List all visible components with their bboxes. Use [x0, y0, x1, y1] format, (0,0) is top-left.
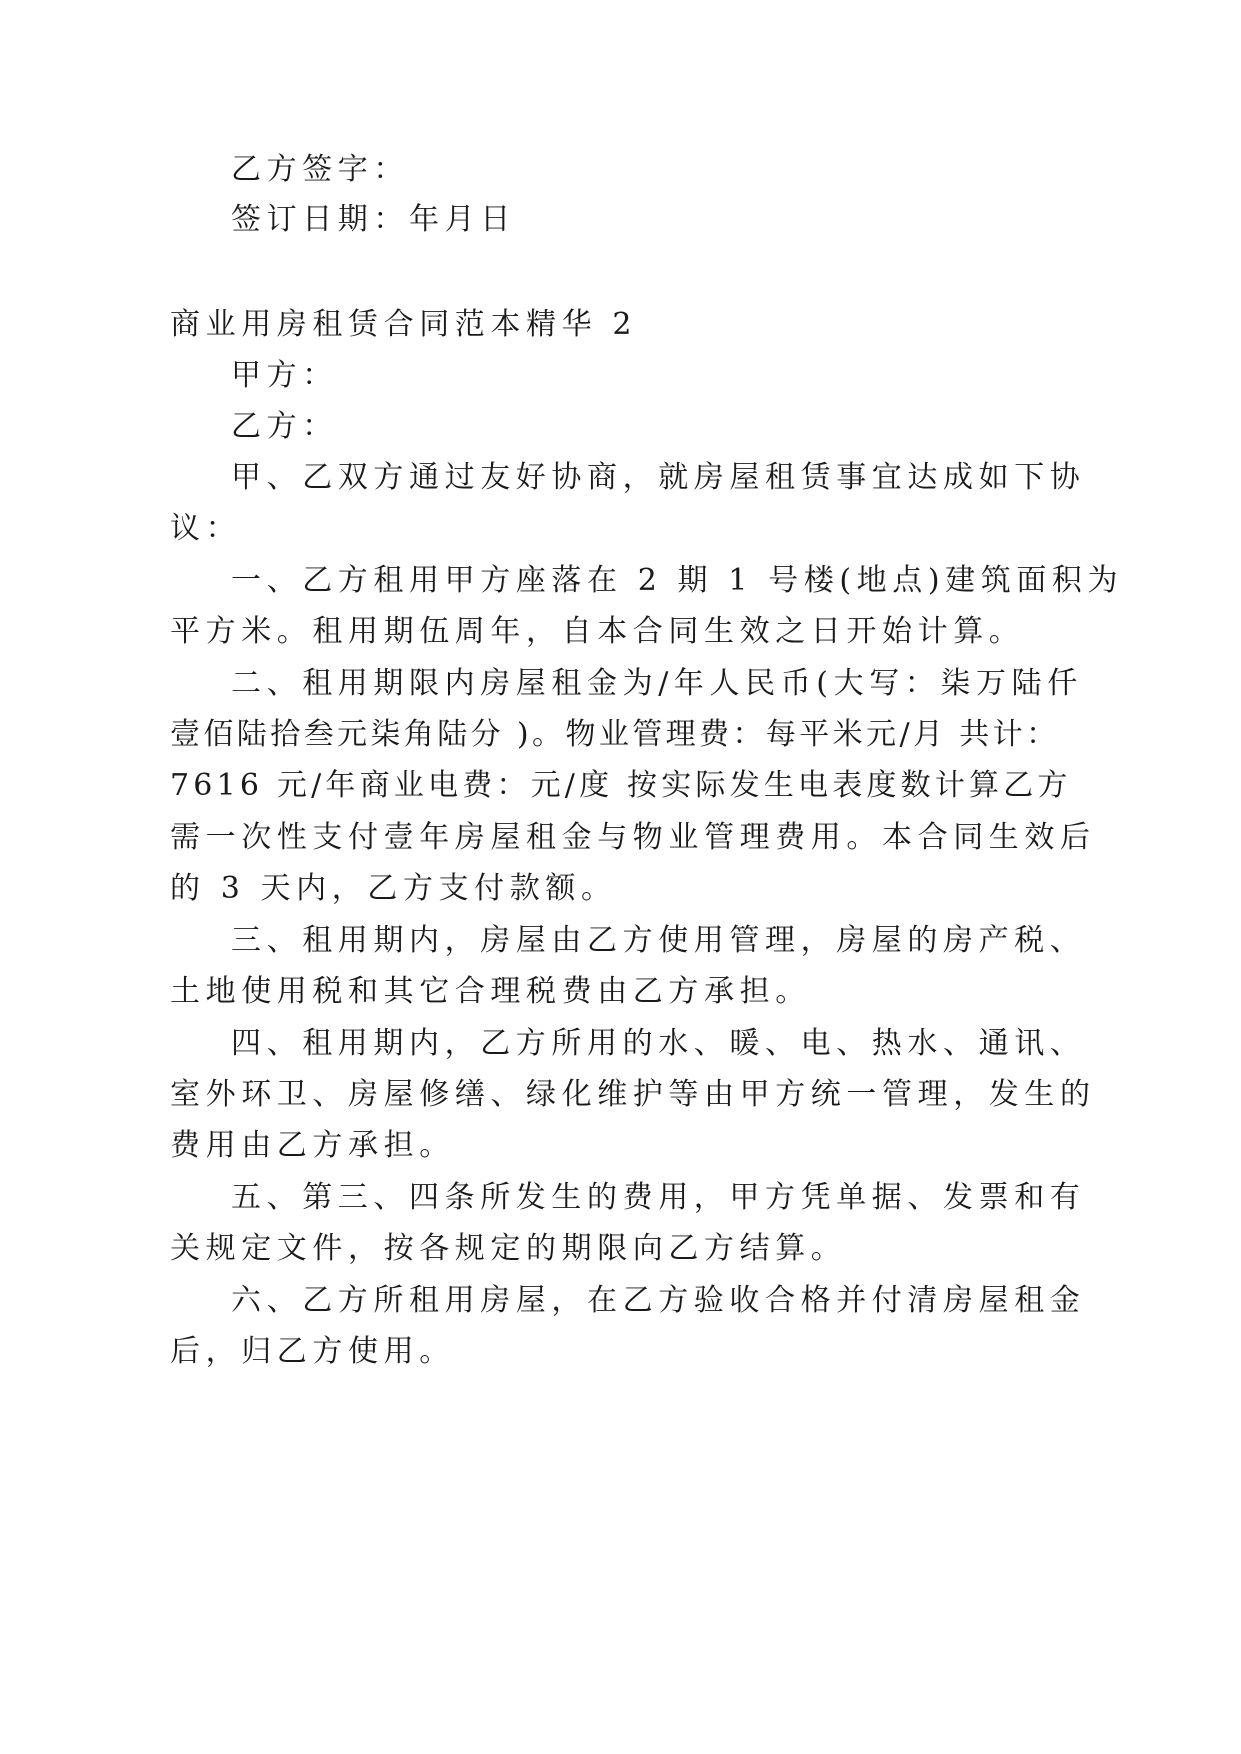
paragraph-line: 五、第三、四条所发生的费用，甲方凭单据、发票和有	[231, 1180, 1086, 1215]
paragraph-line: 费用由乙方承担。	[170, 1128, 455, 1163]
party-b-line: 乙方：	[231, 409, 338, 444]
paragraph-line: 壹佰陆拾叁元柒角陆分 )。物业管理费：每平米元/月 共计：	[170, 717, 1060, 752]
paragraph-line: 平方米。租用期伍周年，自本合同生效之日开始计算。	[170, 614, 1025, 649]
paragraph-line: 关规定文件，按各规定的期限向乙方结算。	[170, 1231, 847, 1266]
paragraph-line: 议：	[170, 511, 242, 546]
signing-date-line: 签订日期：年月日	[231, 202, 516, 237]
paragraph-line: 一、乙方租用甲方座落在 2 期 1 号楼(地点)建筑面积为	[231, 563, 1124, 598]
paragraph-line: 后，归乙方使用。	[170, 1334, 455, 1369]
party-b-signature-line: 乙方签字：	[231, 152, 409, 187]
paragraph-line: 7616 元/年商业电费：元/度 按实际发生电表度数计算乙方	[170, 768, 1072, 803]
paragraph-line: 四、租用期内，乙方所用的水、暖、电、热水、通讯、	[231, 1026, 1086, 1061]
paragraph-line: 室外环卫、房屋修缮、绿化维护等由甲方统一管理，发生的	[170, 1077, 1096, 1112]
contract-title: 商业用房租赁合同范本精华 2	[170, 307, 638, 342]
paragraph-line: 的 3 天内，乙方支付款额。	[170, 871, 617, 906]
paragraph-line: 甲、乙双方通过友好协商，就房屋租赁事宜达成如下协	[231, 460, 1086, 495]
party-a-line: 甲方：	[231, 358, 338, 393]
paragraph-line: 土地使用税和其它合理税费由乙方承担。	[170, 974, 811, 1009]
paragraph-line: 六、乙方所租用房屋，在乙方验收合格并付清房屋租金	[231, 1283, 1086, 1318]
paragraph-line: 需一次性支付壹年房屋租金与物业管理费用。本合同生效后	[170, 820, 1096, 855]
paragraph-line: 三、租用期内，房屋由乙方使用管理，房屋的房产税、	[231, 923, 1086, 958]
paragraph-line: 二、租用期限内房屋租金为/年人民币(大写：柒万陆仟	[231, 666, 1083, 701]
